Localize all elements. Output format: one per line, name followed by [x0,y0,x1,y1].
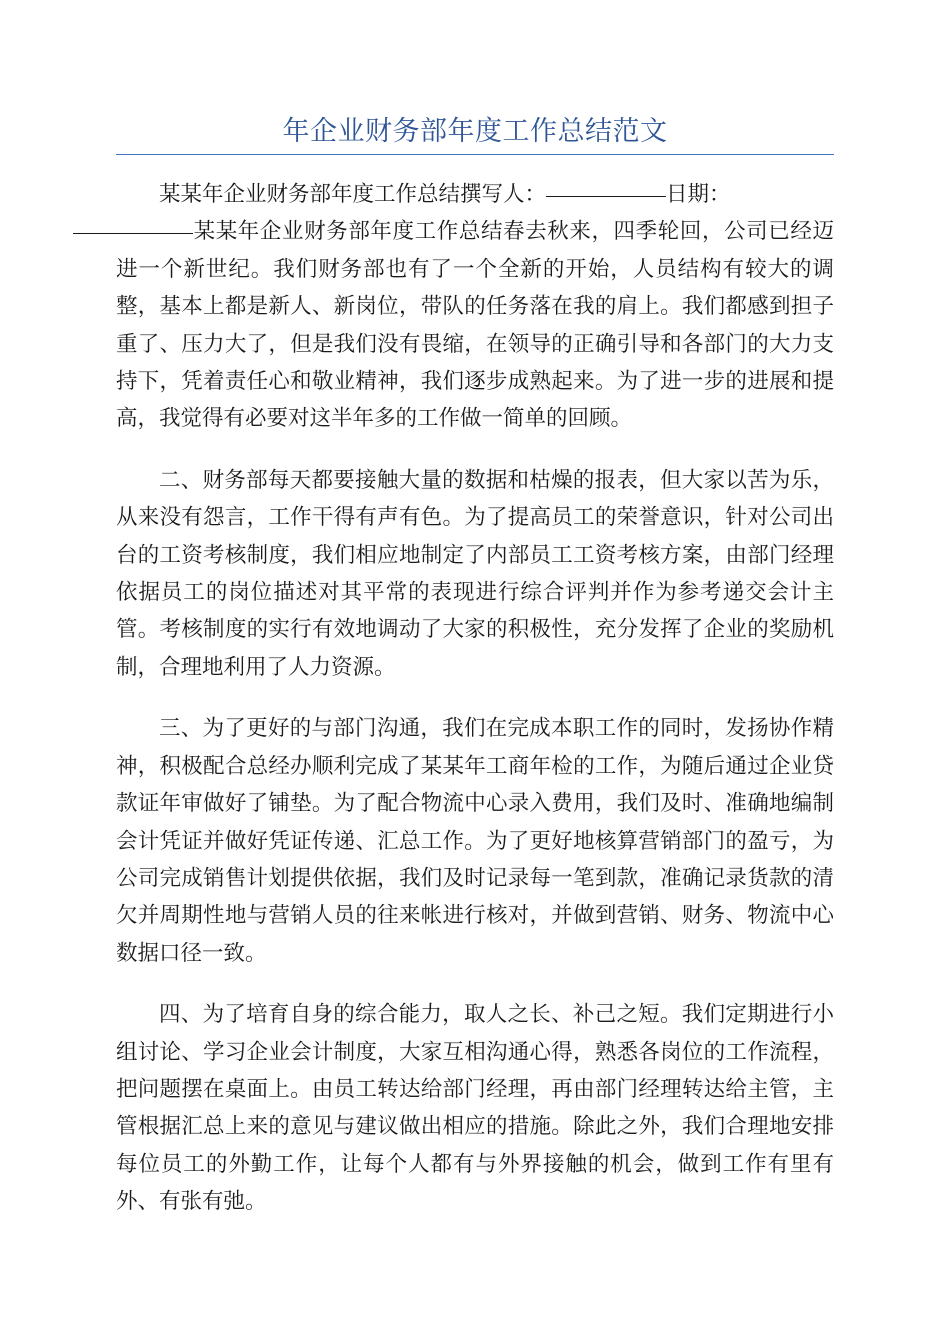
intro-author-label: 某某年企业财务部年度工作总结撰写人： [159,182,547,207]
intro-paragraph [116,176,834,438]
author-blank [546,195,666,197]
title-underline [116,154,834,155]
intro-body-text: 某某年企业财务部年度工作总结春去秋来，四季轮回，公司已经迈进一个新世纪。我们财务部也有了一个全新的开始，人员结构有较大的调整，基本上都是新人、新岗位，带队的任务落在我的肩上。我们都感到担子重了、压力大了，但是我们没有畏缩，在领导的正确引导和各部门的大力支持下，凭着责任心和敬业精神，我们逐步成熟起来。为了进一步的进展和提高，我觉得有必要对这半年多的工作做一简单的回顾。 [116,219,834,432]
date-blank [73,232,193,234]
document-body [116,176,834,1245]
paragraph-4: 四、为了培育自身的综合能力，取人之长、补己之短。我们定期进行小组讨论、学习企业会计制度，大家互相沟通心得，熟悉各岗位的工作流程，把问题摆在桌面上。由员工转达给部门经理，再由部门经理转达给主管，主管根据汇总上来的意见与建议做出相应的措施。除此之外，我们合理地安排每位员工的外勤工作，让每个人都有与外界接触的机会，做到工作有里有外、有张有弛。 [116,1002,834,1215]
paragraph-3: 三、为了更好的与部门沟通，我们在完成本职工作的同时，发扬协作精神，积极配合总经办顺利完成了某某年工商年检的工作，为随后通过企业贷款证年审做好了铺垫。为了配合物流中心录入费用，我们及时、准确地编制会计凭证并做好凭证传递、汇总工作。为了更好地核算营销部门的盈亏，为公司完成销售计划提供依据，我们及时记录每一笔到款，准确记录货款的清欠并周期性地与营销人员的往来帐进行核对，并做到营销、财务、物流中心数据口径一致。 [116,716,834,966]
intro-date-label: 日期： [666,182,731,207]
paragraph-2: 二、财务部每天都要接触大量的数据和枯燥的报表，但大家以苦为乐，从来没有怨言，工作干得有声有色。为了提高员工的荣誉意识，针对公司出台的工资考核制度，我们相应地制定了内部员工工资考核方案，由部门经理依据员工的岗位描述对其平常的表现进行综合评判并作为参考递交会计主管。考核制度的实行有效地调动了大家的积极性，充分发挥了企业的奖励机制，合理地利用了人力资源。 [116,467,834,680]
document-title: 年企业财务部年度工作总结范文 [282,116,668,147]
